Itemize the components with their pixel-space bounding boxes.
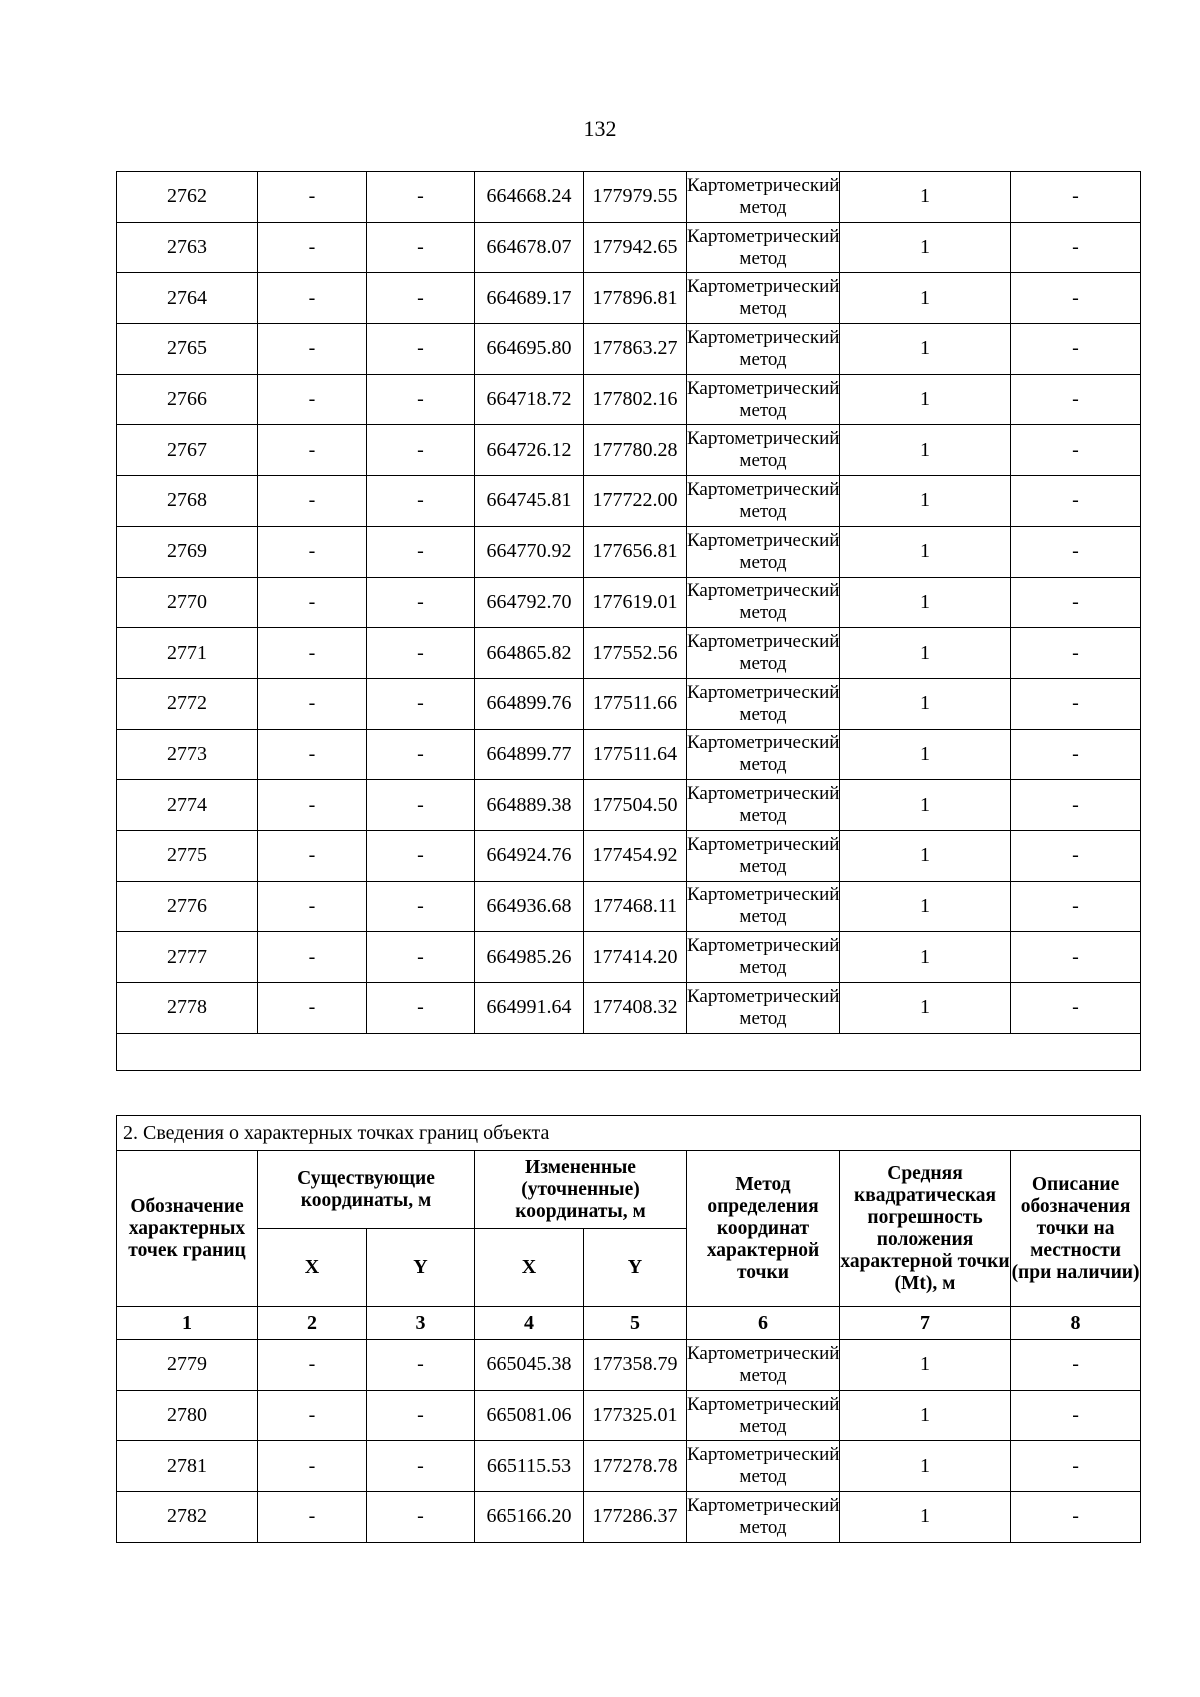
table-row <box>117 628 1141 679</box>
mean-error-cell: 1 <box>840 577 1011 628</box>
changed-x-cell: 664718.72 <box>475 374 584 425</box>
header-method: Метод определения координат характерной точки <box>687 1151 840 1307</box>
table-row <box>117 932 1141 983</box>
table-row <box>117 425 1141 476</box>
existing-x-cell: - <box>258 830 367 881</box>
description-cell: - <box>1011 1390 1141 1441</box>
existing-x-cell: - <box>258 425 367 476</box>
method-cell: Картометрический метод <box>687 1441 840 1492</box>
existing-x-cell: - <box>258 881 367 932</box>
existing-y-cell: - <box>367 1492 475 1543</box>
changed-x-cell: 664985.26 <box>475 932 584 983</box>
description-cell: - <box>1011 222 1141 273</box>
point-id-cell: 2773 <box>117 729 258 780</box>
description-cell: - <box>1011 678 1141 729</box>
table-row <box>117 172 1141 223</box>
header-changed-y: Y <box>584 1229 687 1307</box>
changed-x-cell: 664726.12 <box>475 425 584 476</box>
point-id-cell: 2770 <box>117 577 258 628</box>
changed-x-cell: 664745.81 <box>475 476 584 527</box>
existing-x-cell: - <box>258 1340 367 1391</box>
description-cell: - <box>1011 374 1141 425</box>
empty-row <box>117 1033 1141 1070</box>
changed-y-cell: 177896.81 <box>584 273 687 324</box>
changed-x-cell: 664865.82 <box>475 628 584 679</box>
coordinates-table-continued <box>116 171 1141 1071</box>
method-cell: Картометрический метод <box>687 172 840 223</box>
existing-x-cell: - <box>258 374 367 425</box>
changed-y-cell: 177511.66 <box>584 678 687 729</box>
changed-x-cell: 664792.70 <box>475 577 584 628</box>
description-cell: - <box>1011 1492 1141 1543</box>
column-numbers-row <box>117 1307 1141 1340</box>
table-row <box>117 830 1141 881</box>
point-id-cell: 2763 <box>117 222 258 273</box>
point-id-cell: 2782 <box>117 1492 258 1543</box>
changed-y-cell: 177504.50 <box>584 780 687 831</box>
mean-error-cell: 1 <box>840 324 1011 375</box>
description-cell: - <box>1011 425 1141 476</box>
mean-error-cell: 1 <box>840 1441 1011 1492</box>
existing-x-cell: - <box>258 222 367 273</box>
existing-y-cell: - <box>367 628 475 679</box>
changed-y-cell: 177408.32 <box>584 983 687 1034</box>
header-existing-coordinates: Существующие координаты, м <box>258 1151 475 1229</box>
changed-x-cell: 664899.76 <box>475 678 584 729</box>
changed-y-cell: 177722.00 <box>584 476 687 527</box>
table-row <box>117 324 1141 375</box>
changed-y-cell: 177325.01 <box>584 1390 687 1441</box>
mean-error-cell: 1 <box>840 476 1011 527</box>
boundary-points-table <box>116 1115 1141 1543</box>
existing-y-cell: - <box>367 222 475 273</box>
changed-x-cell: 665166.20 <box>475 1492 584 1543</box>
changed-y-cell: 177454.92 <box>584 830 687 881</box>
column-number: 4 <box>475 1307 584 1340</box>
point-id-cell: 2762 <box>117 172 258 223</box>
existing-y-cell: - <box>367 324 475 375</box>
existing-x-cell: - <box>258 678 367 729</box>
method-cell: Картометрический метод <box>687 526 840 577</box>
mean-error-cell: 1 <box>840 1390 1011 1441</box>
existing-y-cell: - <box>367 983 475 1034</box>
existing-y-cell: - <box>367 1340 475 1391</box>
method-cell: Картометрический метод <box>687 476 840 527</box>
method-cell: Картометрический метод <box>687 932 840 983</box>
point-id-cell: 2765 <box>117 324 258 375</box>
changed-y-cell: 177278.78 <box>584 1441 687 1492</box>
description-cell: - <box>1011 1340 1141 1391</box>
existing-x-cell: - <box>258 983 367 1034</box>
column-number: 2 <box>258 1307 367 1340</box>
method-cell: Картометрический метод <box>687 628 840 679</box>
description-cell: - <box>1011 476 1141 527</box>
description-cell: - <box>1011 780 1141 831</box>
changed-x-cell: 665045.38 <box>475 1340 584 1391</box>
mean-error-cell: 1 <box>840 881 1011 932</box>
mean-error-cell: 1 <box>840 729 1011 780</box>
point-id-cell: 2768 <box>117 476 258 527</box>
header-existing-x: X <box>258 1229 367 1307</box>
method-cell: Картометрический метод <box>687 374 840 425</box>
mean-error-cell: 1 <box>840 1492 1011 1543</box>
method-cell: Картометрический метод <box>687 425 840 476</box>
changed-y-cell: 177511.64 <box>584 729 687 780</box>
header-existing-y: Y <box>367 1229 475 1307</box>
method-cell: Картометрический метод <box>687 830 840 881</box>
description-cell: - <box>1011 1441 1141 1492</box>
table-row <box>117 1390 1141 1441</box>
column-number: 7 <box>840 1307 1011 1340</box>
mean-error-cell: 1 <box>840 273 1011 324</box>
point-id-cell: 2764 <box>117 273 258 324</box>
table-row <box>117 780 1141 831</box>
description-cell: - <box>1011 526 1141 577</box>
existing-x-cell: - <box>258 780 367 831</box>
existing-y-cell: - <box>367 374 475 425</box>
point-id-cell: 2772 <box>117 678 258 729</box>
changed-x-cell: 664689.17 <box>475 273 584 324</box>
table-row <box>117 1340 1141 1391</box>
description-cell: - <box>1011 273 1141 324</box>
method-cell: Картометрический метод <box>687 780 840 831</box>
table-row <box>117 476 1141 527</box>
existing-y-cell: - <box>367 476 475 527</box>
column-number: 6 <box>687 1307 840 1340</box>
table-row <box>117 374 1141 425</box>
mean-error-cell: 1 <box>840 526 1011 577</box>
description-cell: - <box>1011 324 1141 375</box>
mean-error-cell: 1 <box>840 830 1011 881</box>
method-cell: Картометрический метод <box>687 678 840 729</box>
point-id-cell: 2774 <box>117 780 258 831</box>
header-mean-error: Средняя квадратическая погрешность положения характерной точки (Mt), м <box>840 1151 1011 1307</box>
changed-x-cell: 664770.92 <box>475 526 584 577</box>
description-cell: - <box>1011 628 1141 679</box>
table-row <box>117 526 1141 577</box>
changed-y-cell: 177802.16 <box>584 374 687 425</box>
changed-x-cell: 664889.38 <box>475 780 584 831</box>
existing-x-cell: - <box>258 1390 367 1441</box>
mean-error-cell: 1 <box>840 932 1011 983</box>
mean-error-cell: 1 <box>840 780 1011 831</box>
changed-x-cell: 664668.24 <box>475 172 584 223</box>
existing-y-cell: - <box>367 425 475 476</box>
existing-x-cell: - <box>258 273 367 324</box>
changed-x-cell: 664924.76 <box>475 830 584 881</box>
table-row <box>117 222 1141 273</box>
table-row <box>117 273 1141 324</box>
point-id-cell: 2775 <box>117 830 258 881</box>
method-cell: Картометрический метод <box>687 1340 840 1391</box>
mean-error-cell: 1 <box>840 425 1011 476</box>
column-number: 1 <box>117 1307 258 1340</box>
table-body <box>117 1340 1141 1543</box>
changed-x-cell: 665081.06 <box>475 1390 584 1441</box>
description-cell: - <box>1011 881 1141 932</box>
point-id-cell: 2766 <box>117 374 258 425</box>
table-row <box>117 577 1141 628</box>
changed-x-cell: 664899.77 <box>475 729 584 780</box>
existing-y-cell: - <box>367 830 475 881</box>
changed-x-cell: 664936.68 <box>475 881 584 932</box>
changed-x-cell: 664991.64 <box>475 983 584 1034</box>
existing-y-cell: - <box>367 932 475 983</box>
column-number: 8 <box>1011 1307 1141 1340</box>
changed-y-cell: 177414.20 <box>584 932 687 983</box>
existing-y-cell: - <box>367 780 475 831</box>
table-row <box>117 1441 1141 1492</box>
description-cell: - <box>1011 577 1141 628</box>
changed-y-cell: 177468.11 <box>584 881 687 932</box>
table-row <box>117 881 1141 932</box>
existing-x-cell: - <box>258 324 367 375</box>
table-body <box>117 172 1141 1034</box>
changed-y-cell: 177286.37 <box>584 1492 687 1543</box>
point-id-cell: 2779 <box>117 1340 258 1391</box>
changed-y-cell: 177656.81 <box>584 526 687 577</box>
changed-y-cell: 177780.28 <box>584 425 687 476</box>
page-number: 132 <box>583 116 617 141</box>
point-id-cell: 2777 <box>117 932 258 983</box>
header-changed-coordinates: Измененные (уточненные) координаты, м <box>475 1151 687 1229</box>
mean-error-cell: 1 <box>840 374 1011 425</box>
existing-x-cell: - <box>258 1492 367 1543</box>
table-row <box>117 1492 1141 1543</box>
point-id-cell: 2767 <box>117 425 258 476</box>
mean-error-cell: 1 <box>840 628 1011 679</box>
point-id-cell: 2780 <box>117 1390 258 1441</box>
table-row <box>117 678 1141 729</box>
table-row <box>117 729 1141 780</box>
existing-x-cell: - <box>258 1441 367 1492</box>
mean-error-cell: 1 <box>840 983 1011 1034</box>
mean-error-cell: 1 <box>840 222 1011 273</box>
method-cell: Картометрический метод <box>687 729 840 780</box>
changed-y-cell: 177863.27 <box>584 324 687 375</box>
existing-y-cell: - <box>367 1441 475 1492</box>
table-row <box>117 983 1141 1034</box>
existing-x-cell: - <box>258 729 367 780</box>
existing-y-cell: - <box>367 1390 475 1441</box>
method-cell: Картометрический метод <box>687 577 840 628</box>
point-id-cell: 2781 <box>117 1441 258 1492</box>
existing-x-cell: - <box>258 628 367 679</box>
header-designation: Обозначение характерных точек границ <box>117 1151 258 1307</box>
changed-y-cell: 177619.01 <box>584 577 687 628</box>
existing-y-cell: - <box>367 172 475 223</box>
method-cell: Картометрический метод <box>687 222 840 273</box>
changed-y-cell: 177942.65 <box>584 222 687 273</box>
method-cell: Картометрический метод <box>687 324 840 375</box>
changed-y-cell: 177979.55 <box>584 172 687 223</box>
existing-y-cell: - <box>367 577 475 628</box>
existing-y-cell: - <box>367 678 475 729</box>
changed-x-cell: 665115.53 <box>475 1441 584 1492</box>
description-cell: - <box>1011 172 1141 223</box>
method-cell: Картометрический метод <box>687 1492 840 1543</box>
existing-x-cell: - <box>258 526 367 577</box>
mean-error-cell: 1 <box>840 678 1011 729</box>
method-cell: Картометрический метод <box>687 273 840 324</box>
point-id-cell: 2776 <box>117 881 258 932</box>
description-cell: - <box>1011 932 1141 983</box>
column-number: 5 <box>584 1307 687 1340</box>
description-cell: - <box>1011 729 1141 780</box>
point-id-cell: 2778 <box>117 983 258 1034</box>
method-cell: Картометрический метод <box>687 983 840 1034</box>
existing-x-cell: - <box>258 932 367 983</box>
changed-x-cell: 664695.80 <box>475 324 584 375</box>
header-changed-x: X <box>475 1229 584 1307</box>
point-id-cell: 2771 <box>117 628 258 679</box>
method-cell: Картометрический метод <box>687 881 840 932</box>
existing-x-cell: - <box>258 577 367 628</box>
column-number: 3 <box>367 1307 475 1340</box>
mean-error-cell: 1 <box>840 1340 1011 1391</box>
method-cell: Картометрический метод <box>687 1390 840 1441</box>
existing-y-cell: - <box>367 881 475 932</box>
changed-y-cell: 177358.79 <box>584 1340 687 1391</box>
existing-y-cell: - <box>367 526 475 577</box>
existing-x-cell: - <box>258 476 367 527</box>
header-description: Описание обозначения точки на местности (при наличии) <box>1011 1151 1141 1307</box>
existing-x-cell: - <box>258 172 367 223</box>
existing-y-cell: - <box>367 729 475 780</box>
description-cell: - <box>1011 983 1141 1034</box>
section-title: 2. Сведения о характерных точках границ объекта <box>117 1116 1141 1151</box>
changed-x-cell: 664678.07 <box>475 222 584 273</box>
existing-y-cell: - <box>367 273 475 324</box>
changed-y-cell: 177552.56 <box>584 628 687 679</box>
description-cell: - <box>1011 830 1141 881</box>
point-id-cell: 2769 <box>117 526 258 577</box>
mean-error-cell: 1 <box>840 172 1011 223</box>
